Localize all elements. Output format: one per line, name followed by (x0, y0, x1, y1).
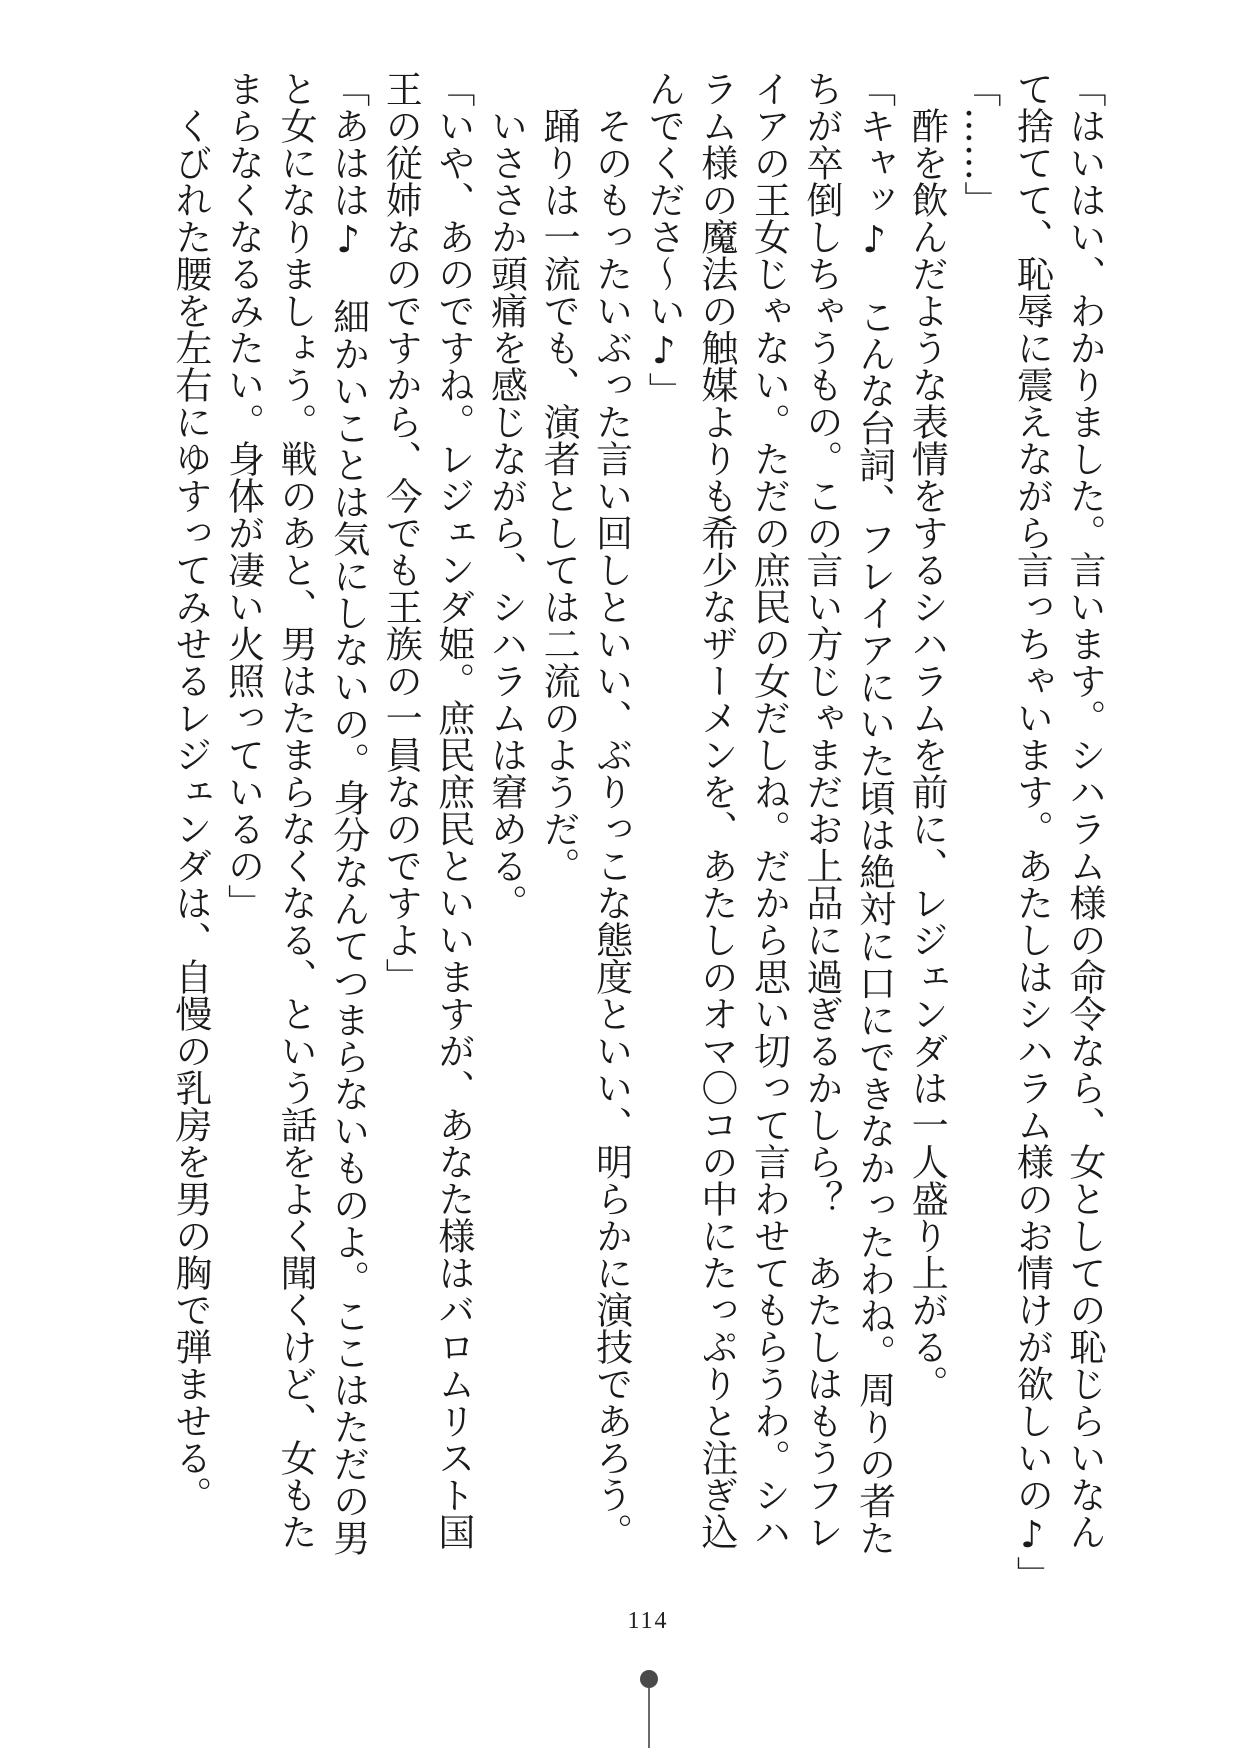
text-line: いささか頭痛を感じながら、シハラムは窘める。 (484, 70, 528, 921)
text-line: 踊りは一流でも、演者としては二流のようだ。 (537, 70, 581, 884)
page-marker-dot-icon (640, 1670, 658, 1688)
page-number: 114 (627, 1608, 669, 1634)
text-line: くびれた腰を左右にゆすってみせるレジェンダは、自慢の乳房を男の胸で弾ませる。 (168, 70, 212, 1513)
text-line: まらなくなるみたい。身体が凄い火照っているの」 (221, 70, 265, 921)
text-line: 「……」 (957, 70, 1001, 218)
vertical-text-body (163, 70, 1110, 1593)
text-line: ちが卒倒しちゃうもの。この言い方じゃまだお上品に過ぎるかしら？ あたしはもうフレ (800, 70, 844, 1550)
text-line: 「キャッ♪ こんな台詞、フレイアにいた頃は絶対に口にできなかったわね。周りの者た (852, 70, 896, 1556)
text-line: 「いや、あのですね。レジェンダ姫。庶民庶民といいますが、あなた様はバロムリスト国 (431, 70, 475, 1550)
page-marker-line (648, 1688, 650, 1748)
text-line: 「あはは♪ 細かいことは気にしないの。身分なんてつまらないものよ。ここはただの男 (326, 70, 370, 1556)
text-line: 「はいはい、わかりました。言います。シハラム様の命令なら、女としての恥じらいなん (1063, 70, 1106, 1550)
text-line: そのもったいぶった言い回しといい、ぶりっこな態度といい、明らかに演技であろう。 (589, 70, 633, 1550)
text-line: と女になりましょう。戦のあと、男はたまらなくなる、という話をよく聞くけど、女もた (274, 70, 318, 1550)
text-line: 王の従姉なのですから、今でも王族の一員なのですよ」 (379, 70, 423, 995)
text-line: 酢を飲んだような表情をするシハラムを前に、レジェンダは一人盛り上がる。 (905, 70, 949, 1402)
text-line: て捨てて、恥辱に震えながら言っちゃいます。あたしはシハラム様のお情けが欲しいの♪」 (1010, 70, 1054, 1593)
text-line: んでくださ～い♪」 (642, 70, 686, 409)
text-line: ラム様の魔法の触媒よりも希少なザーメンを、あたしのオマ〇コの中にたっぷりと注ぎ込 (694, 70, 738, 1550)
text-line: イアの王女じゃない。ただの庶民の女だしね。だから思い切って言わせてもらうわ。シハ (747, 70, 791, 1550)
